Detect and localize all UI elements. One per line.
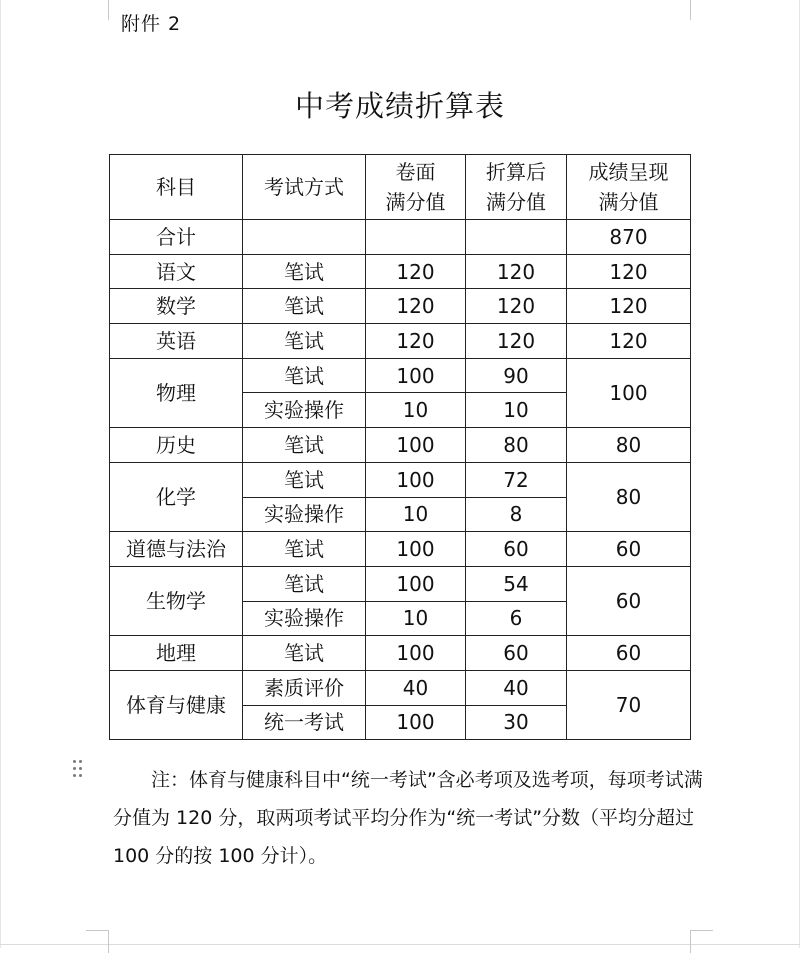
cell-subject: 语文 — [110, 254, 243, 289]
cell-converted: 80 — [466, 428, 567, 463]
cell-method: 笔试 — [243, 254, 366, 289]
cell-subject: 数学 — [110, 289, 243, 324]
cell-final: 870 — [567, 220, 691, 255]
cell-final: 60 — [567, 636, 691, 671]
table-row — [110, 532, 691, 567]
table-header-text: 满分值 — [385, 190, 446, 214]
cell-final: 120 — [567, 289, 691, 324]
table-header-cell — [243, 155, 366, 220]
cell-final: 70 — [567, 670, 691, 739]
table-row — [110, 254, 691, 289]
table-body — [110, 220, 691, 740]
page-left-edge — [0, 0, 1, 948]
cell-subject: 地理 — [110, 636, 243, 671]
cell-paper: 10 — [366, 393, 466, 428]
table-header-text: 成绩呈现 — [588, 160, 669, 184]
cell-paper: 100 — [366, 705, 466, 740]
cell-converted: 6 — [466, 601, 567, 636]
cell-method: 笔试 — [243, 289, 366, 324]
margin-mark-top-right — [690, 0, 713, 20]
footnote[interactable] — [113, 761, 703, 875]
cell-converted: 90 — [466, 358, 567, 393]
cell-final: 100 — [567, 358, 691, 427]
table-row — [110, 670, 691, 705]
table-header-text: 考试方式 — [264, 175, 344, 199]
cell-paper: 120 — [366, 324, 466, 359]
cell-converted: 60 — [466, 636, 567, 671]
cell-converted: 120 — [466, 324, 567, 359]
cell-converted: 54 — [466, 566, 567, 601]
table-row — [110, 428, 691, 463]
table-header-text: 科目 — [156, 175, 196, 199]
table-row — [110, 462, 691, 497]
attachment-label[interactable]: 附件 2 — [121, 13, 182, 35]
cell-paper: 100 — [366, 358, 466, 393]
cell-method: 实验操作 — [243, 601, 366, 636]
cell-converted: 8 — [466, 497, 567, 532]
cell-subject: 合计 — [110, 220, 243, 255]
cell-method: 笔试 — [243, 462, 366, 497]
table-header-cell — [567, 155, 691, 220]
cell-paper: 40 — [366, 670, 466, 705]
cell-converted: 10 — [466, 393, 567, 428]
cell-paper: 100 — [366, 462, 466, 497]
cell-final: 80 — [567, 428, 691, 463]
cell-final: 60 — [567, 566, 691, 635]
cell-paper: 100 — [366, 532, 466, 567]
cell-subject: 历史 — [110, 428, 243, 463]
table-row — [110, 324, 691, 359]
cell-converted: 40 — [466, 670, 567, 705]
margin-mark-bottom-right — [690, 930, 713, 953]
document-title[interactable]: 中考成绩折算表 — [294, 89, 505, 123]
cell-final: 120 — [567, 324, 691, 359]
cell-paper: 100 — [366, 428, 466, 463]
cell-method: 素质评价 — [243, 670, 366, 705]
cell-paper: 120 — [366, 254, 466, 289]
cell-method: 统一考试 — [243, 705, 366, 740]
cell-converted: 120 — [466, 254, 567, 289]
cell-final: 120 — [567, 254, 691, 289]
cell-converted: 72 — [466, 462, 567, 497]
cell-method: 笔试 — [243, 636, 366, 671]
cell-final: 80 — [567, 462, 691, 531]
table-header-cell — [110, 155, 243, 220]
table-header-text: 卷面 — [395, 160, 436, 184]
table-row — [110, 566, 691, 601]
cell-subject: 生物学 — [110, 566, 243, 635]
table-header-cell — [466, 155, 567, 220]
cell-subject: 体育与健康 — [110, 670, 243, 739]
cell-method: 实验操作 — [243, 497, 366, 532]
cell-method: 笔试 — [243, 324, 366, 359]
table-row — [110, 358, 691, 393]
cell-final: 60 — [567, 532, 691, 567]
cell-method: 笔试 — [243, 566, 366, 601]
cell-paper: 100 — [366, 566, 466, 601]
cell-paper: 100 — [366, 636, 466, 671]
cell-converted: 30 — [466, 705, 567, 740]
drag-handle-icon[interactable] — [73, 760, 85, 780]
footnote-text: 注：体育与健康科目中“统一考试”含必考项及选考项，每项考试满分值为 120 分，取两项考试平均分作为“统一考试”分数（平均分超过 100 分的按 100 分计）。 — [113, 769, 703, 867]
table-row — [110, 636, 691, 671]
cell-subject: 道德与法治 — [110, 532, 243, 567]
cell-paper: 10 — [366, 601, 466, 636]
table-row — [110, 289, 691, 324]
cell-paper — [366, 220, 466, 255]
table-row-total — [110, 220, 691, 255]
cell-converted: 120 — [466, 289, 567, 324]
margin-mark-bottom-left — [86, 930, 109, 953]
cell-method — [243, 220, 366, 255]
cell-method: 笔试 — [243, 358, 366, 393]
cell-paper: 10 — [366, 497, 466, 532]
cell-subject: 英语 — [110, 324, 243, 359]
table-header-text: 满分值 — [486, 190, 546, 214]
cell-method: 笔试 — [243, 428, 366, 463]
table-header-text: 满分值 — [598, 190, 659, 214]
score-conversion-table[interactable] — [109, 154, 691, 740]
table-header-row — [110, 155, 691, 220]
cell-method: 笔试 — [243, 532, 366, 567]
margin-mark-top-left — [86, 0, 109, 20]
table-header-text: 折算后 — [486, 160, 546, 184]
cell-paper: 120 — [366, 289, 466, 324]
page-bottom-edge — [0, 944, 800, 945]
table-header-cell — [366, 155, 466, 220]
cell-method: 实验操作 — [243, 393, 366, 428]
cell-subject: 物理 — [110, 358, 243, 427]
cell-converted: 60 — [466, 532, 567, 567]
cell-converted — [466, 220, 567, 255]
cell-subject: 化学 — [110, 462, 243, 531]
